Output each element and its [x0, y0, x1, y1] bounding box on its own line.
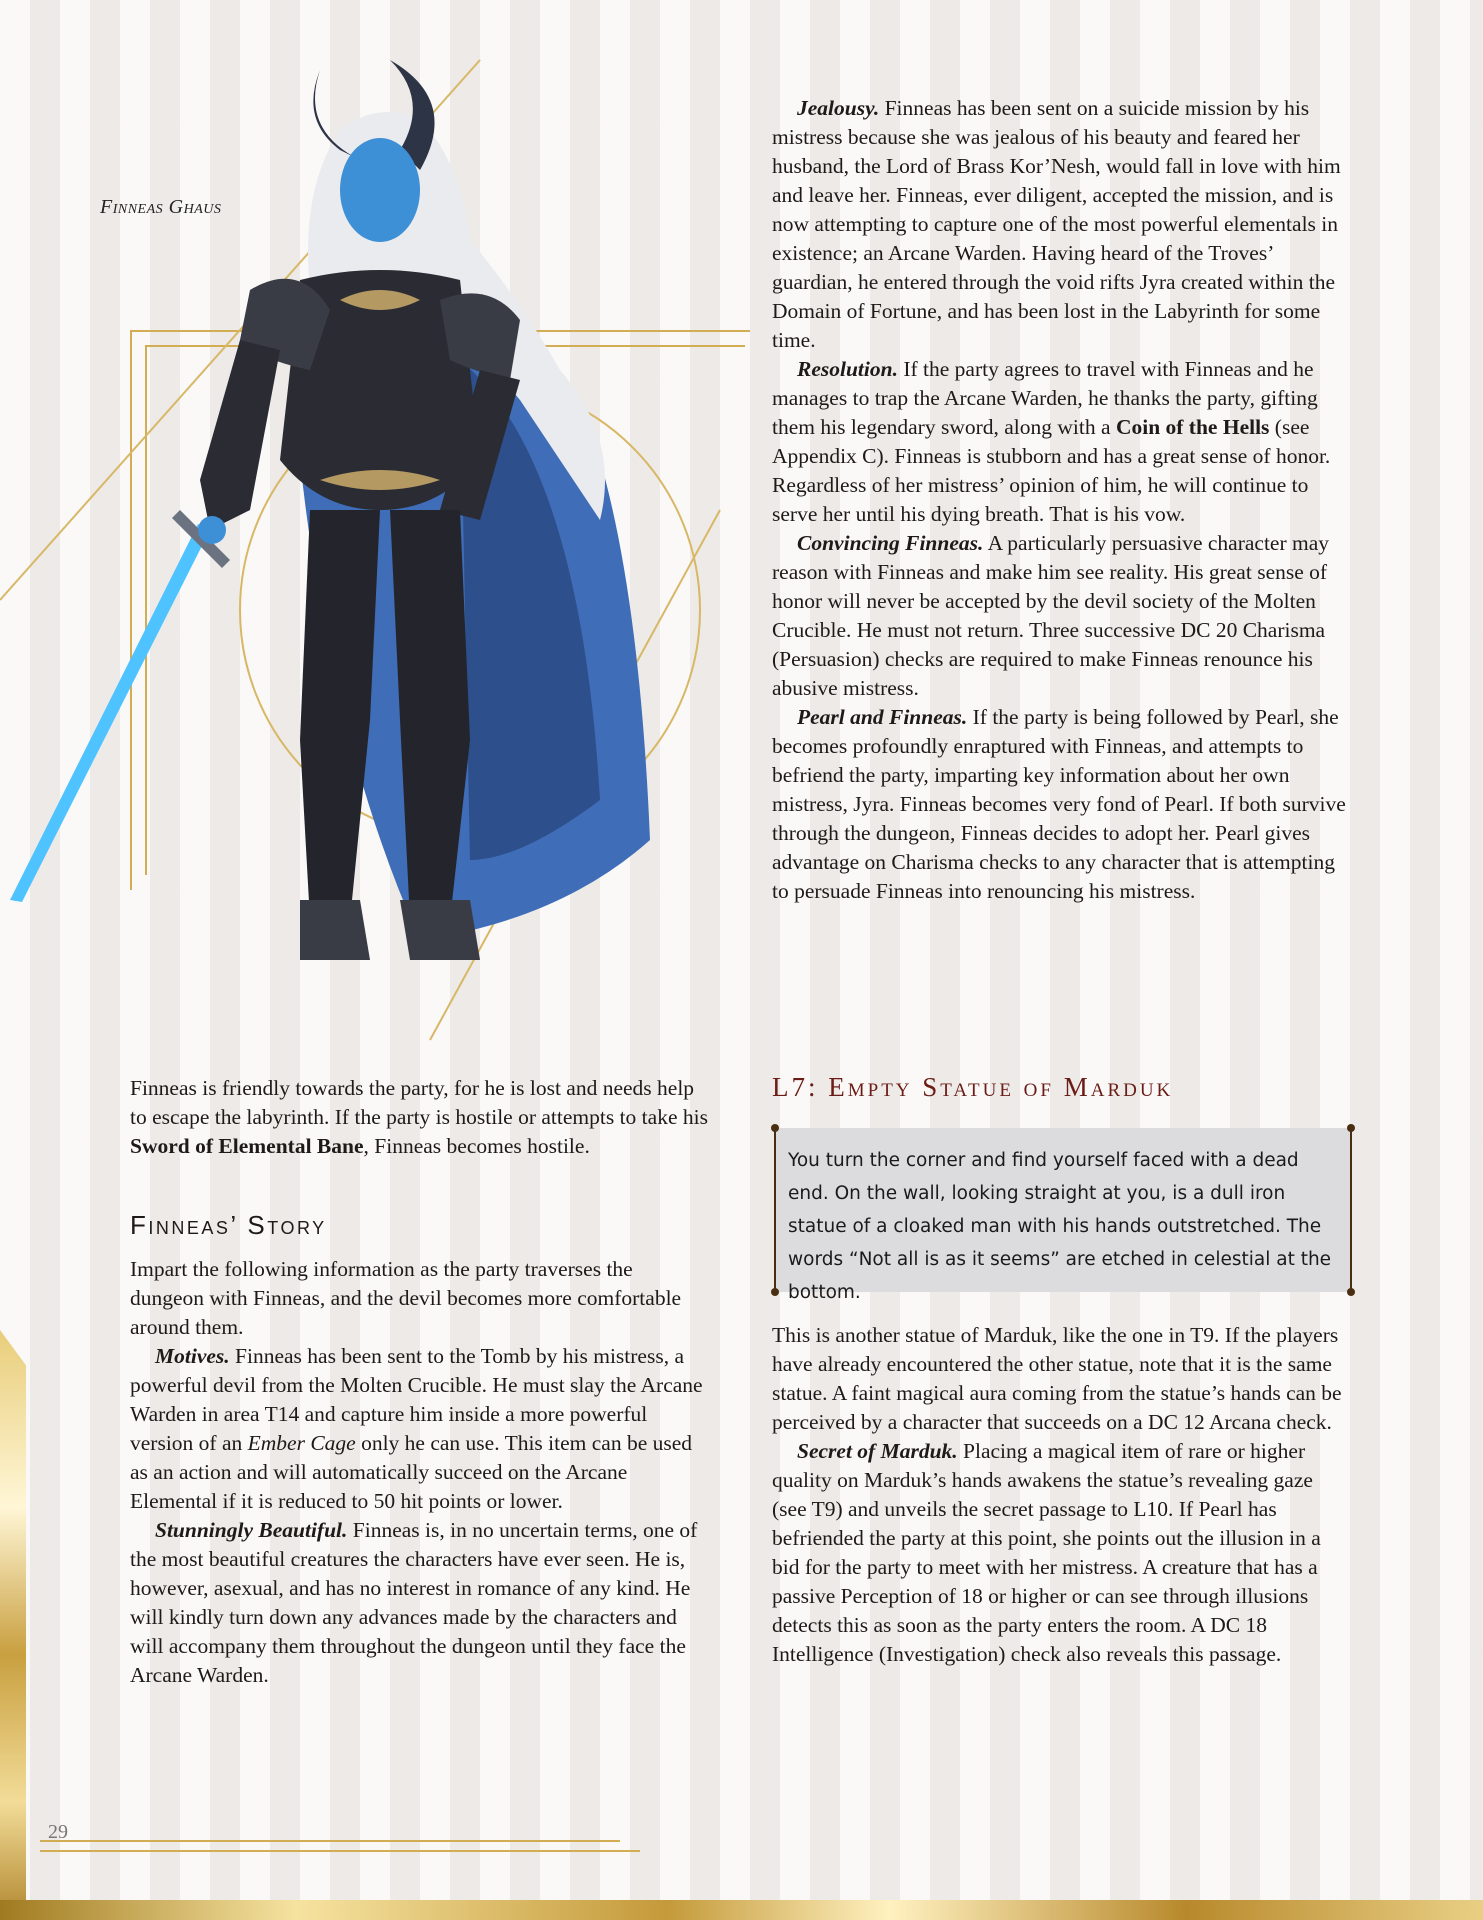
gold-corner-ornament: [0, 1330, 26, 1920]
beautiful-paragraph: [130, 1516, 710, 1690]
intro-text: Finneas is friendly towards the party, for he is lost and needs help to escape the labyrinth. If the party is hostile or attempts to take his: [130, 1076, 708, 1129]
right-column: [772, 94, 1348, 906]
read-aloud-text: You turn the corner and find yourself faced with a dead end. On the wall, looking straight at you, is a dull iron statue of a cloaked man with his hands outstretched. The words “Not all is as it seems” are etched in celestial at the bottom.: [788, 1150, 1332, 1303]
secret-paragraph: [772, 1437, 1348, 1669]
statue-section: [772, 1321, 1348, 1669]
resolution-paragraph: [772, 355, 1348, 529]
box-corner-dot: [771, 1124, 779, 1132]
gold-frame-line: [40, 1840, 620, 1842]
beautiful-lead: Stunningly Beautiful.: [155, 1518, 348, 1542]
sword-of-elemental-bane-link: Sword of Elemental Bane: [130, 1134, 364, 1158]
jealousy-paragraph: [772, 94, 1348, 355]
left-boot: [300, 900, 370, 960]
illustration-caption: Finneas Ghaus: [100, 196, 222, 218]
motives-text-end: only he can use. This item can be used as an action and will automatically succeed on the Arcane Elemental if it is reduced to 50 hit points or lower.: [130, 1431, 693, 1513]
left-leg: [300, 510, 380, 920]
pearl-lead: Pearl and Finneas.: [797, 705, 968, 729]
head: [340, 138, 420, 242]
coin-of-the-hells-link: Coin of the Hells: [1115, 415, 1270, 439]
pearl-paragraph: [772, 703, 1348, 906]
gold-frame-line: [40, 1850, 640, 1852]
story-intro: Impart the following information as the party traverses the dungeon with Finneas, and the devil becomes more comfortable around them.: [130, 1257, 682, 1339]
story-heading: Finneas’ Story: [130, 1210, 327, 1240]
intro-paragraph: [130, 1074, 710, 1161]
story-section: [130, 1255, 710, 1690]
room-heading: L7: Empty Statue of Marduk: [772, 1072, 1174, 1102]
secret-lead: Secret of Marduk.: [797, 1439, 958, 1463]
gold-bottom-border: [0, 1900, 1483, 1920]
ember-cage-term: Ember Cage: [247, 1431, 356, 1455]
motives-paragraph: [130, 1342, 710, 1516]
read-aloud-box: [774, 1128, 1352, 1303]
right-boot: [400, 900, 480, 960]
box-right-edge: [1350, 1128, 1352, 1292]
resolution-text: If the party agrees to travel with Finneas and he manages to trap the Arcane Warden, he thanks the party, gifting them his legendary sword, along with a: [772, 357, 1318, 439]
pearl-text: If the party is being followed by Pearl, she becomes profoundly enraptured with Finneas, and attempts to befriend the party, imparting key information about her own mistress, Jyra. Finneas becomes very fond of Pearl. If both survive through the dungeon, Finneas decides to adopt her. Pearl gives advantage on Charisma checks to any character that is attempting to persuade Finneas into renouncing his mistress.: [772, 705, 1346, 903]
jealousy-lead: Jealousy.: [797, 96, 880, 120]
statue-paragraph: This is another statue of Marduk, like the one in T9. If the players have already encountered the other statue, note that it is the same statue. A faint magical aura coming from the statue’s hands can be perceived by a character that succeeds on a DC 12 Arcana check.: [772, 1323, 1342, 1434]
intro-text-end: , Finneas becomes hostile.: [363, 1134, 590, 1158]
box-left-edge: [774, 1128, 776, 1292]
convincing-lead: Convincing Finneas.: [797, 531, 984, 555]
box-corner-dot: [1347, 1288, 1355, 1296]
box-corner-dot: [1347, 1124, 1355, 1132]
sword-blade: [10, 524, 210, 902]
resolution-lead: Resolution.: [797, 357, 898, 381]
beautiful-text: Finneas is, in no uncertain terms, one of the most beautiful creatures the characters have ever seen. He is, however, asexual, and has no interest in romance of any kind. He will kindly turn down any advances made by the characters and will accompany them throughout the dungeon until they face the Arcane Warden.: [130, 1518, 698, 1687]
page-number: 29: [48, 1821, 68, 1843]
intro-paragraph-block: [130, 1074, 710, 1161]
finneas-illustration: [0, 40, 760, 1070]
sword-hand: [198, 516, 226, 544]
resolution-text-end: (see Appendix C). Finneas is stubborn and has a great sense of honor. Regardless of her mistress’ opinion of him, he will continue to serve her until his dying breath. That is his vow.: [772, 415, 1331, 526]
box-corner-dot: [771, 1288, 779, 1296]
convincing-text: A particularly persuasive character may reason with Finneas and make him see reality. His great sense of honor will never be accepted by the devil society of the Molten Crucible. He must not return. Three successive DC 20 Charisma (Persuasion) checks are required to make Finneas renounce his abusive mistress.: [772, 531, 1330, 700]
motives-lead: Motives.: [155, 1344, 230, 1368]
motives-text: Finneas has been sent to the Tomb by his mistress, a powerful devil from the Molten Crucible. He must slay the Arcane Warden in area T14 and capture him inside a more powerful version of an: [130, 1344, 703, 1455]
convincing-paragraph: [772, 529, 1348, 703]
secret-text: Placing a magical item of rare or higher quality on Marduk’s hands awakens the statue’s revealing gaze (see T9) and unveils the secret passage to L10. If Pearl has befriended the party at this point, she points out the illusion in a bid for the party to meet with her mistress. A creature that has a passive Perception of 18 or higher or can see through illusions detects this as soon as the party enters the room. A DC 18 Intelligence (Investigation) check also reveals this passage.: [772, 1439, 1321, 1666]
jealousy-text: Finneas has been sent on a suicide mission by his mistress because she was jealous of his beauty and feared her husband, the Lord of Brass Kor’Nesh, would fall in love with him and leave her. Finneas, ever diligent, accepted the mission, and is now attempting to capture one of the most powerful elementals in existence; an Arcane Warden. Having heard of the Troves’ guardian, he entered through the void rifts Jyra created within the Domain of Fortune, and has been lost in the Labyrinth for some time.: [772, 96, 1341, 352]
